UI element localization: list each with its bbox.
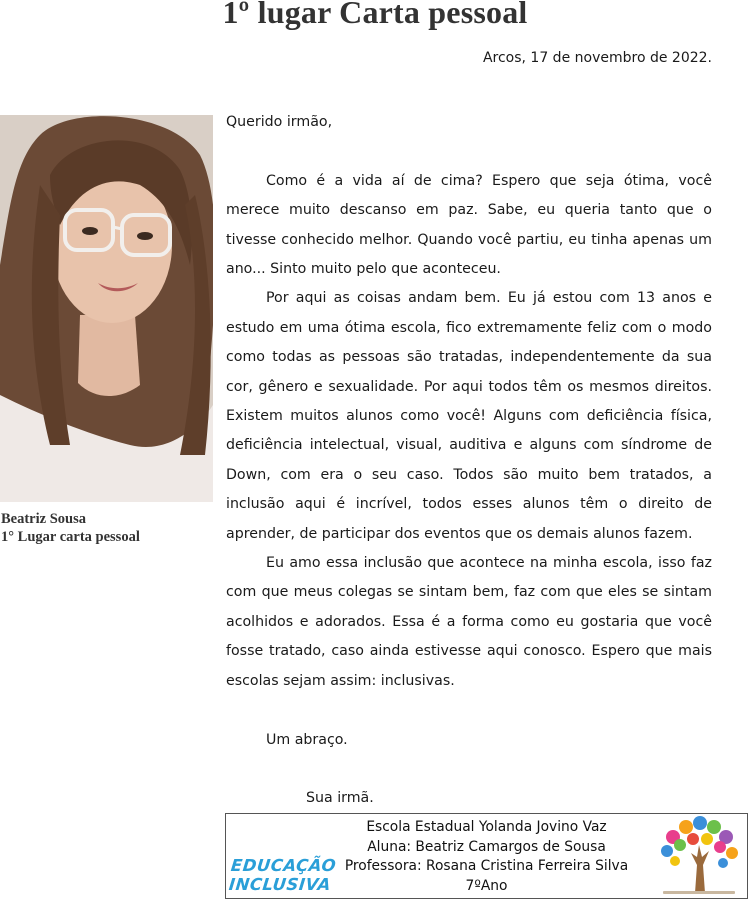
author-name: Beatriz Sousa [1,511,86,527]
student-name: Aluna: Beatriz Camargos de Sousa [367,838,606,855]
letter-body [226,108,712,814]
letter-date: Arcos, 17 de novembro de 2022. [482,50,712,66]
letter-paragraph: Eu amo essa inclusão que acontece na minha escola, isso faz com que meus colegas se sintam bem, faz com que eles se sintam acolhidos e adorados. Essa é a forma como eu gostaria que você fosse tratado, caso ainda estivesse aqui conosco. Espero que mais escolas sejam assim: inclusivas. [226,555,712,689]
letter-signature: Sua irmã. [306,790,374,807]
letter-paragraph: Por aqui as coisas andam bem. Eu já estou com 13 anos e estudo em uma ótima escola, fico extremamente feliz com o modo como todas as pessoas são tratadas, independentemente da sua cor, gênero e sexualidade. Por aqui todos têm os mesmos direitos. Existem muitos alunos como você! Alguns com deficiência física, deficiência intelectual, visual, auditiva e alguns com síndrome de Down, com era o seu caso. Todos são muito bem tratados, a inclusão aqui é incrível, todos esses alunos têm o direito de aprender, de participar dos eventos que os demais alunos fazem. [226,290,712,542]
letter-closing: Um abraço. [266,731,348,748]
author-photo [0,115,213,502]
school-footer [225,813,748,899]
letter-greeting: Querido irmão, [226,114,333,130]
author-award: 1° Lugar carta pessoal [1,529,140,545]
letter-paragraph: Como é a vida aí de cima? Espero que seja ótima, você merece muito descanso em paz. Sabe, eu queria tanto que o tivesse conhecido melhor. Quando você partiu, eu tinha apenas um ano... Sinto muito pelo que aconteceu. [226,172,712,278]
educacao-inclusiva-logo: EDUCAÇÃO INCLUSIVA [228,856,338,894]
photo-caption [1,510,140,546]
grade-label: 7ºAno [465,877,508,894]
page-title: 1º lugar Carta pessoal [222,0,528,30]
school-name: Escola Estadual Yolanda Jovino Vaz [366,819,607,835]
tree-logo-icon [653,815,745,897]
teacher-name: Professora: Rosana Cristina Ferreira Silva [344,858,629,874]
